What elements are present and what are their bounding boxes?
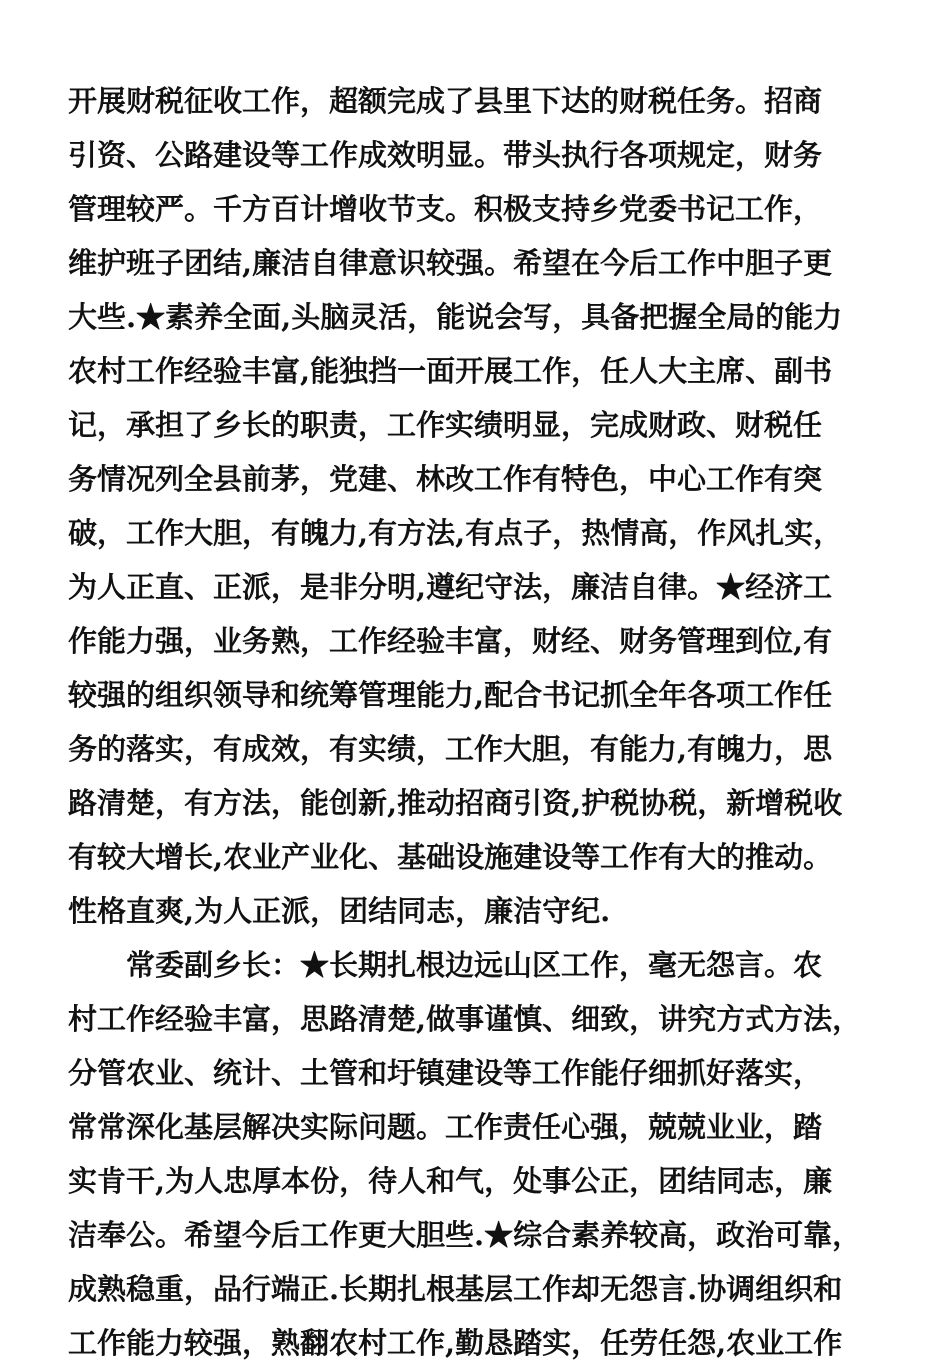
text-line: 开展财税征收工作，超额完成了县里下达的财税任务。招商 [68,84,823,118]
text-line: 村工作经验丰富，思路清楚,做事谨慎、细致，讲究方式方法， [68,1002,862,1036]
text-line: 为人正直、正派，是非分明,遵纪守法，廉洁自律。★经济工 [68,570,833,604]
text-line: 大些.★素养全面,头脑灵活，能说会写，具备把握全局的能力 [68,300,843,334]
text-line: 有较大增长,农业产业化、基础设施建设等工作有大的推动。 [68,840,833,874]
text-line: 作能力强，业务熟，工作经验丰富，财经、财务管理到位,有 [68,624,833,658]
text-line: 路清楚，有方法，能创新,推动招商引资,护税协税，新增税收 [68,786,843,820]
text-line: 洁奉公。希望今后工作更大胆些.★综合素养较高，政治可靠， [68,1218,862,1252]
text-line: 引资、公路建设等工作成效明显。带头执行各项规定，财务 [68,138,823,172]
text-line: 实肯干,为人忠厚本份，待人和气，处事公正，团结同志，廉 [68,1164,833,1198]
text-line: 性格直爽,为人正派，团结同志，廉洁守纪. [68,894,611,928]
text-line: 管理较严。千方百计增收节支。积极支持乡党委书记工作， [68,192,823,226]
text-line: 农村工作经验丰富,能独挡一面开展工作，任人大主席、副书 [68,354,833,388]
text-line: 工作能力较强，熟翻农村工作,勤恳踏实，任劳任怨,农业工作 [68,1326,843,1360]
text-line: 务情况列全县前茅，党建、林改工作有特色，中心工作有突 [68,462,823,496]
text-line: 破，工作大胆，有魄力,有方法,有点子，热情高，作风扎实， [68,516,843,550]
text-line: 记，承担了乡长的职责，工作实绩明显，完成财政、财税任 [68,408,823,442]
text-line: 维护班子团结,廉洁自律意识较强。希望在今后工作中胆子更 [68,246,833,280]
body-text [68,74,898,1370]
text-line: 成熟稳重，品行端正.长期扎根基层工作却无怨言.协调组织和 [68,1272,843,1306]
text-line: 务的落实，有成效，有实绩，工作大胆，有能力,有魄力，思 [68,732,833,766]
paragraph-start-line: 常委副乡长：★长期扎根边远山区工作，毫无怨言。农 [126,948,823,982]
text-line: 常常深化基层解决实际问题。工作责任心强，兢兢业业，踏 [68,1110,823,1144]
text-line: 分管农业、统计、土管和圩镇建设等工作能仔细抓好落实， [68,1056,823,1090]
text-line: 较强的组织领导和统筹管理能力,配合书记抓全年各项工作任 [68,678,833,712]
